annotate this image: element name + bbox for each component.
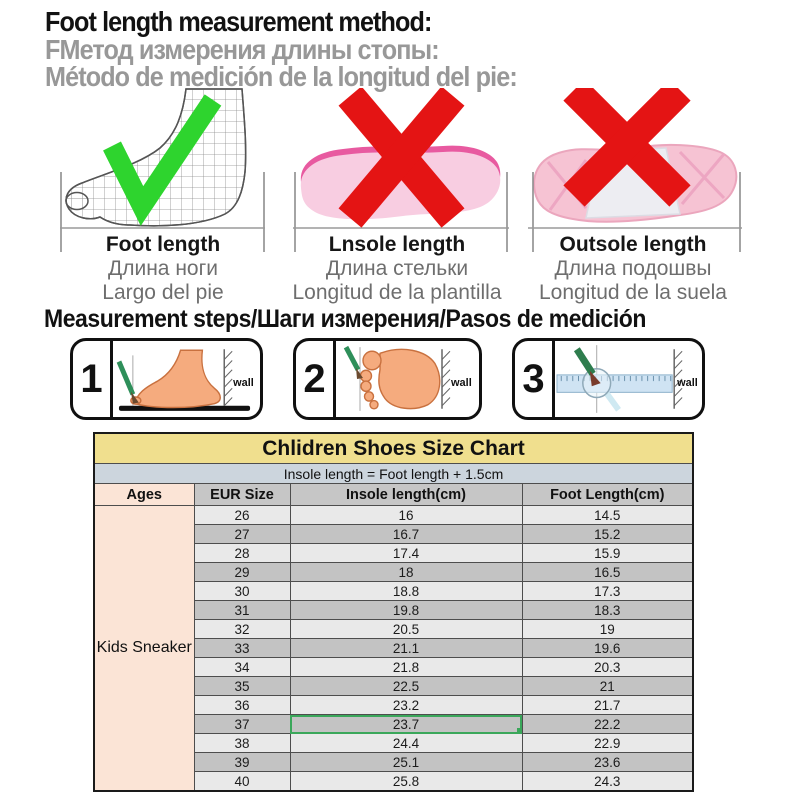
eur-size-cell: 34 (194, 658, 290, 677)
insole-length-cell: 21.8 (290, 658, 522, 677)
method-label-ru: Длина подошвы (554, 257, 712, 280)
eur-size-cell: 27 (194, 525, 290, 544)
step-number: 3 (515, 341, 555, 417)
foot-length-cell: 20.3 (522, 658, 693, 677)
eur-size-cell: 28 (194, 544, 290, 563)
column-header-insole-length: Insole length(cm) (290, 484, 522, 506)
eur-size-cell: 26 (194, 506, 290, 525)
step-number: 1 (73, 341, 113, 417)
column-header-foot-length: Foot Length(cm) (522, 484, 693, 506)
insole-length-cell: 19.8 (290, 601, 522, 620)
step3-ruler-illustration (555, 341, 702, 417)
foot-length-cell: 23.6 (522, 753, 693, 772)
outsole-length-figure (528, 88, 742, 255)
method-label-en: Lnsole length (328, 233, 466, 256)
foot-length-cell: 18.3 (522, 601, 693, 620)
table-note: Insole length = Foot length + 1.5cm (94, 464, 693, 484)
insole-length-figure (293, 88, 509, 255)
insole-length-cell: 16.7 (290, 525, 522, 544)
method-label-en: Outsole length (559, 233, 707, 256)
eur-size-cell: 37 (194, 715, 290, 734)
step2-foot-top-illustration (336, 341, 479, 417)
method-label-es: Longitud de la plantilla (292, 281, 502, 304)
steps-heading: Measurement steps/Шаги измерения/Pasos de medición (44, 305, 646, 333)
insole-length-cell: 18 (290, 563, 522, 582)
step-1-box (70, 338, 263, 420)
step-3-box (512, 338, 705, 420)
size-table-body (94, 506, 693, 792)
eur-size-cell: 36 (194, 696, 290, 715)
foot-length-cell: 17.3 (522, 582, 693, 601)
insole-length-cell: 22.5 (290, 677, 522, 696)
title-en: Foot length measurement method: (45, 6, 432, 37)
method-label-ru: Длина ноги (108, 257, 218, 280)
foot-length-cell: 24.3 (522, 772, 693, 792)
insole-length-cell: 23.2 (290, 696, 522, 715)
eur-size-cell: 39 (194, 753, 290, 772)
method-label-es: Largo del pie (102, 281, 224, 304)
eur-size-cell: 35 (194, 677, 290, 696)
wall-label: wall (233, 377, 254, 390)
title-es: Método de medición de la longitud del pie: (45, 61, 517, 92)
method-label-es: Longitud de la suela (539, 281, 727, 304)
table-title: Chlidren Shoes Size Chart (94, 433, 693, 464)
foot-length-cell: 19 (522, 620, 693, 639)
foot-length-cell: 22.9 (522, 734, 693, 753)
foot-length-figure (60, 88, 265, 255)
table-row (94, 506, 693, 525)
title-ru: FМетод измерения длины стопы: (45, 34, 439, 65)
insole-length-cell: 16 (290, 506, 522, 525)
foot-length-cell: 14.5 (522, 506, 693, 525)
ruler-icon (557, 375, 672, 392)
column-header-ages: Ages (94, 484, 194, 506)
eur-size-cell: 33 (194, 639, 290, 658)
foot-length-cell: 21 (522, 677, 693, 696)
foot-length-cell: 22.2 (522, 715, 693, 734)
foot-length-cell: 15.2 (522, 525, 693, 544)
wall-label: wall (451, 377, 472, 390)
eur-size-cell: 32 (194, 620, 290, 639)
insole-length-cell: 18.8 (290, 582, 522, 601)
method-label-ru: Длина стельки (325, 257, 469, 280)
eur-size-cell: 38 (194, 734, 290, 753)
ages-merged-cell: Kids Sneaker (94, 506, 194, 792)
insole-length-cell: 17.4 (290, 544, 522, 563)
foot-length-cell: 21.7 (522, 696, 693, 715)
wall-hatch (442, 349, 450, 409)
method-label-en: Foot length (105, 233, 221, 256)
foot-length-cell: 19.6 (522, 639, 693, 658)
outsole-length-label-group (493, 233, 773, 305)
size-chart-table (93, 432, 694, 792)
column-header-eur-size: EUR Size (194, 484, 290, 506)
insole-length-cell: 23.7 (290, 715, 522, 734)
insole-length-cell: 24.4 (290, 734, 522, 753)
wall-hatch (224, 349, 232, 405)
eur-size-cell: 40 (194, 772, 290, 792)
insole-length-cell: 25.8 (290, 772, 522, 792)
wall-label: wall (677, 377, 698, 390)
foot-length-cell: 15.9 (522, 544, 693, 563)
insole-length-cell: 21.1 (290, 639, 522, 658)
wireframe-foot-illustration (66, 89, 246, 226)
step-2-box (293, 338, 482, 420)
eur-size-cell: 30 (194, 582, 290, 601)
insole-length-cell: 25.1 (290, 753, 522, 772)
eur-size-cell: 29 (194, 563, 290, 582)
foot-length-cell: 16.5 (522, 563, 693, 582)
step-number: 2 (296, 341, 336, 417)
insole-length-cell: 20.5 (290, 620, 522, 639)
step1-foot-side-illustration (113, 341, 260, 417)
eur-size-cell: 31 (194, 601, 290, 620)
